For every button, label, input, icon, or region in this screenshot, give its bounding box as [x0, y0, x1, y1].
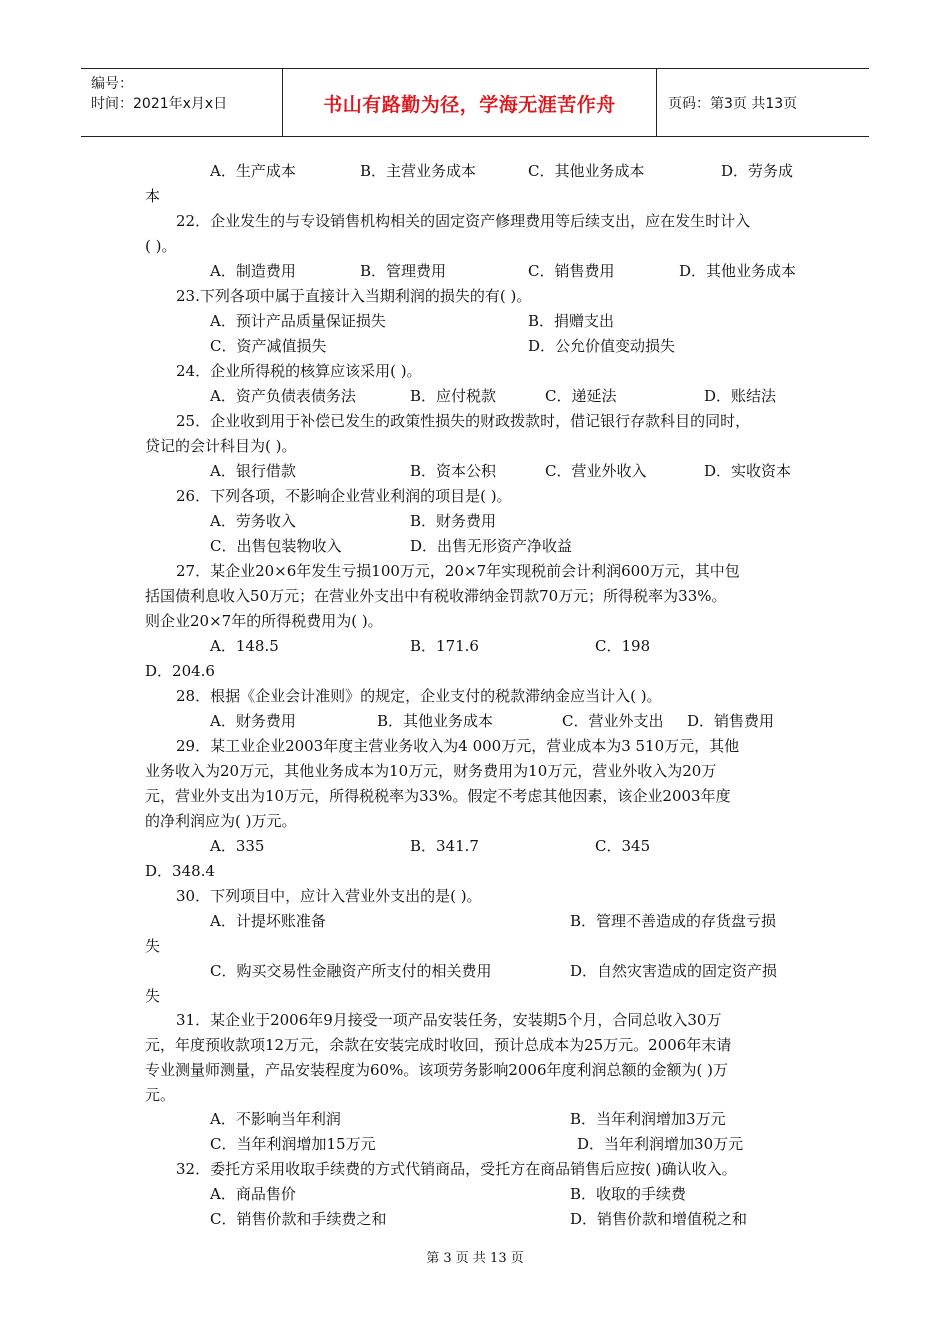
- text-line: A．不影响当年利润: [210, 1110, 341, 1128]
- text-line: 32．委托方采用收取手续费的方式代销商品，受托方在商品销售后应按( )确认收入。: [176, 1160, 737, 1178]
- text-line: D．出售无形资产净收益: [410, 537, 573, 555]
- header-page-number: 页码：第3页 共13页: [668, 96, 798, 112]
- text-line: B．管理不善造成的存货盘亏损: [570, 912, 777, 930]
- text-line: B．171.6: [410, 637, 479, 655]
- text-line: 24．企业所得税的核算应该采用( )。: [176, 362, 422, 380]
- text-line: ( )。: [145, 237, 177, 255]
- text-line: 元，年度预收款项12万元，余款在安装完成时收回，预计总成本为25万元。2006年末请: [145, 1036, 732, 1054]
- text-line: 本: [145, 187, 161, 205]
- document-time-label: 时间：2021年x月x日: [91, 96, 228, 112]
- text-line: B．其他业务成本: [377, 712, 494, 730]
- text-line: 失: [145, 937, 161, 955]
- text-line: C．198: [595, 637, 651, 655]
- text-line: D．204.6: [145, 662, 215, 680]
- text-line: D．销售价款和增值税之和: [570, 1210, 748, 1228]
- text-line: A．资产负债表债务法: [210, 387, 356, 405]
- text-line: 元，营业外支出为10万元，所得税税率为33%。假定不考虑其他因素，该企业2003年度: [145, 787, 731, 805]
- text-line: C．递延法: [545, 387, 617, 405]
- header-motto-cell: [283, 69, 657, 136]
- text-line: 括国债利息收入50万元；在营业外支出中有税收滞纳金罚款70万元；所得税率为33%。: [145, 587, 727, 605]
- text-line: 31．某企业于2006年9月接受一项产品安装任务，安装期5个月，合同总收入30万: [176, 1011, 722, 1029]
- text-line: 29．某工业企业2003年度主营业务收入为4 000万元，营业成本为3 510万元，其他: [176, 737, 740, 755]
- text-line: A．生产成本: [210, 162, 296, 180]
- text-line: D．实收资本: [704, 462, 792, 480]
- text-line: B．资本公积: [410, 462, 497, 480]
- text-line: B．应付税款: [410, 387, 497, 405]
- text-line: D．当年利润增加30万元: [577, 1135, 744, 1153]
- text-line: B．财务费用: [410, 512, 497, 530]
- text-line: C．出售包装物收入: [210, 537, 342, 555]
- page-header: [81, 68, 869, 137]
- text-line: C．购买交易性金融资产所支付的相关费用: [210, 962, 492, 980]
- text-line: D．其他业务成本: [679, 262, 797, 280]
- text-line: 28．根据《企业会计准则》的规定，企业支付的税款滞纳金应当计入( )。: [176, 687, 662, 705]
- text-line: C．345: [595, 837, 651, 855]
- text-line: 26．下列各项，不影响企业营业利润的项目是( )。: [176, 487, 512, 505]
- text-line: 元。: [145, 1086, 176, 1104]
- text-line: D．自然灾害造成的固定资产损: [570, 962, 778, 980]
- text-line: D．销售费用: [687, 712, 775, 730]
- text-line: 则企业20×7年的所得税费用为( )。: [145, 612, 383, 630]
- text-line: A．335: [210, 837, 265, 855]
- text-line: C．资产减值损失: [210, 337, 327, 355]
- text-line: D．公允价值变动损失: [528, 337, 676, 355]
- text-line: B．管理费用: [360, 262, 447, 280]
- text-line: B．当年利润增加3万元: [570, 1110, 726, 1128]
- page-footer: 第 3 页 共 13 页: [426, 1251, 524, 1266]
- text-line: 23.下列各项中属于直接计入当期利润的损失的有( )。: [176, 287, 532, 305]
- text-line: 失: [145, 987, 161, 1005]
- text-line: 25．企业收到用于补偿已发生的政策性损失的财政拨款时，借记银行存款科目的同时，: [176, 412, 751, 430]
- header-motto: 书山有路勤为径，学海无涯苦作舟: [323, 94, 616, 116]
- text-line: 22．企业发生的与专设销售机构相关的固定资产修理费用等后续支出，应在发生时计入: [176, 212, 751, 230]
- text-line: C．当年利润增加15万元: [210, 1135, 376, 1153]
- text-line: A．148.5: [210, 637, 279, 655]
- text-line: A．计提坏账准备: [210, 912, 326, 930]
- text-line: A．商品售价: [210, 1185, 296, 1203]
- text-line: 贷记的会计科目为( )。: [145, 437, 297, 455]
- document-number-label: 编号：: [91, 76, 133, 92]
- text-line: B．341.7: [410, 837, 479, 855]
- text-line: 业务收入为20万元，其他业务成本为10万元，财务费用为10万元，营业外收入为20万: [145, 762, 717, 780]
- text-line: B．捐赠支出: [528, 312, 615, 330]
- text-line: D．账结法: [704, 387, 777, 405]
- text-line: B．主营业务成本: [360, 162, 477, 180]
- text-line: 专业测量师测量，产品安装程度为60%。该项劳务影响2006年度利润总额的金额为( )万: [145, 1061, 728, 1079]
- text-line: 的净利润应为( )万元。: [145, 812, 297, 830]
- text-line: C．其他业务成本: [528, 162, 645, 180]
- text-line: C．销售价款和手续费之和: [210, 1210, 387, 1228]
- text-line: C．营业外支出: [562, 712, 664, 730]
- header-right-cell: [657, 69, 869, 136]
- text-line: A．银行借款: [210, 462, 296, 480]
- text-line: C．销售费用: [528, 262, 615, 280]
- text-line: A．预计产品质量保证损失: [210, 312, 386, 330]
- text-line: 30．下列项目中，应计入营业外支出的是( )。: [176, 887, 482, 905]
- text-line: D．348.4: [145, 862, 215, 880]
- text-line: A．劳务收入: [210, 512, 296, 530]
- text-line: A．制造费用: [210, 262, 296, 280]
- text-line: B．收取的手续费: [570, 1185, 687, 1203]
- text-line: C．营业外收入: [545, 462, 647, 480]
- text-line: A．财务费用: [210, 712, 296, 730]
- header-left-cell: [81, 69, 283, 136]
- text-line: D．劳务成: [721, 162, 794, 180]
- text-line: 27．某企业20×6年发生亏损100万元，20×7年实现税前会计利润600万元，其中包: [176, 562, 740, 580]
